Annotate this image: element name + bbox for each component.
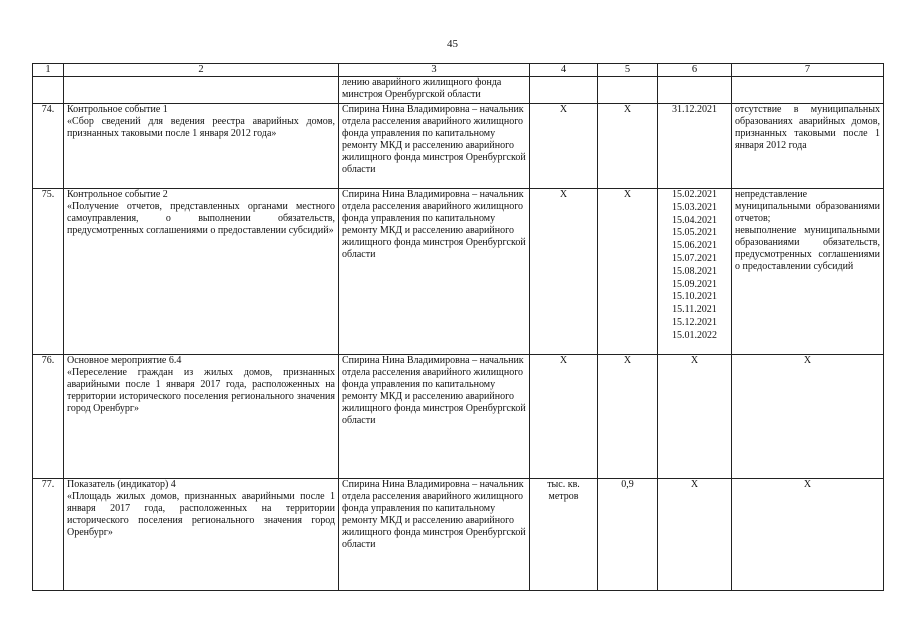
date-cell: Х — [658, 479, 732, 591]
table-row — [33, 355, 884, 479]
page-number: 45 — [447, 38, 458, 50]
header-row — [33, 64, 884, 77]
risk-item: невыполнение муниципальными образованиями обязательств, предусмотренных соглашениями о предоставлении субсидий — [735, 225, 880, 272]
event-description: «Площадь жилых домов, признанных аварийными после 1 января 2017 года, расположенных на территории исторического поселения регионального значения город Оренбург» — [67, 491, 335, 538]
event-title: Контрольное событие 1 — [67, 104, 168, 115]
date-item: 15.10.2021 — [672, 291, 717, 303]
date-item: 15.07.2021 — [672, 252, 717, 264]
date-item: 15.08.2021 — [672, 265, 717, 277]
date-item: 15.09.2021 — [672, 278, 717, 290]
event-cell — [64, 479, 339, 591]
event-title: Показатель (индикатор) 4 — [67, 479, 176, 490]
date-item: 15.04.2021 — [672, 214, 717, 226]
col4-cell: Х — [530, 355, 598, 479]
risk-cell: отсутствие в муниципальных образованиях аварийных домов, признанных таковыми после 1 января 2012 года — [732, 104, 884, 189]
date-item: 15.03.2021 — [672, 201, 717, 213]
value-cell: 0,9 — [598, 479, 658, 591]
event-cell — [64, 355, 339, 479]
header-cell-5: 5 — [598, 64, 658, 77]
date-item: 15.02.2021 — [672, 189, 717, 200]
header-cell-4: 4 — [530, 64, 598, 77]
row-number: 76. — [33, 355, 64, 479]
risk-cell — [732, 189, 884, 355]
event-description: «Сбор сведений для ведения реестра аварийных домов, признанных таковыми после 1 января 2012 года» — [67, 116, 335, 139]
event-cell — [64, 104, 339, 189]
date-item: 15.05.2021 — [672, 227, 717, 239]
unit-cell: тыс. кв. метров — [530, 479, 598, 591]
dates-cell — [658, 189, 732, 355]
col4-cell: Х — [530, 189, 598, 355]
continued-responsible: лению аварийного жилищного фонда минстроя Оренбургской области — [339, 77, 530, 104]
responsible-cell: Спирина Нина Владимировна – начальник отдела расселения аварийного жилищного фонда управления по капитальному ремонту МКД и расселению аварийного жилищного фонда минстроя Оренбургской области — [339, 189, 530, 355]
header-cell-3: 3 — [339, 64, 530, 77]
date-item: 15.01.2022 — [672, 329, 717, 341]
risk-cell: Х — [732, 355, 884, 479]
row-number: 74. — [33, 104, 64, 189]
event-cell — [64, 189, 339, 355]
continuation-row — [33, 77, 884, 104]
col5-cell: Х — [598, 189, 658, 355]
responsible-cell: Спирина Нина Владимировна – начальник отдела расселения аварийного жилищного фонда управления по капитальному ремонту МКД и расселению аварийного жилищного фонда минстроя Оренбургской области — [339, 104, 530, 189]
risk-item: непредставление муниципальными образованиями отчетов; — [735, 189, 880, 224]
event-title: Основное мероприятие 6.4 — [67, 355, 182, 366]
responsible-cell: Спирина Нина Владимировна – начальник отдела расселения аварийного жилищного фонда управления по капитальному ремонту МКД и расселению аварийного жилищного фонда минстроя Оренбургской области — [339, 355, 530, 479]
date-cell: 31.12.2021 — [658, 104, 732, 189]
header-cell-1: 1 — [33, 64, 64, 77]
date-item: 15.11.2021 — [672, 304, 717, 316]
responsible-cell: Спирина Нина Владимировна – начальник отдела расселения аварийного жилищного фонда управления по капитальному ремонту МКД и расселению аварийного жилищного фонда минстроя Оренбургской области — [339, 479, 530, 591]
event-description: «Переселение граждан из жилых домов, признанных аварийными после 1 января 2017 года, расположенных на территории исторического поселения регионального значения город Оренбург» — [67, 367, 335, 414]
col5-cell: Х — [598, 355, 658, 479]
date-item: 15.12.2021 — [672, 316, 717, 328]
row-number: 75. — [33, 189, 64, 355]
event-title: Контрольное событие 2 — [67, 189, 168, 200]
header-cell-7: 7 — [732, 64, 884, 77]
header-cell-6: 6 — [658, 64, 732, 77]
date-item: 15.06.2021 — [672, 240, 717, 252]
table-row — [33, 479, 884, 591]
header-cell-2: 2 — [64, 64, 339, 77]
risk-cell: Х — [732, 479, 884, 591]
program-table — [32, 63, 884, 591]
row-number: 77. — [33, 479, 64, 591]
event-description: «Получение отчетов, представленных органами местного самоуправления, о выполнении обязательств, предусмотренных соглашениями о предоставлении субсидий» — [67, 201, 335, 236]
table-row — [33, 189, 884, 355]
date-cell: Х — [658, 355, 732, 479]
table-row — [33, 104, 884, 189]
col5-cell: Х — [598, 104, 658, 189]
col4-cell: Х — [530, 104, 598, 189]
